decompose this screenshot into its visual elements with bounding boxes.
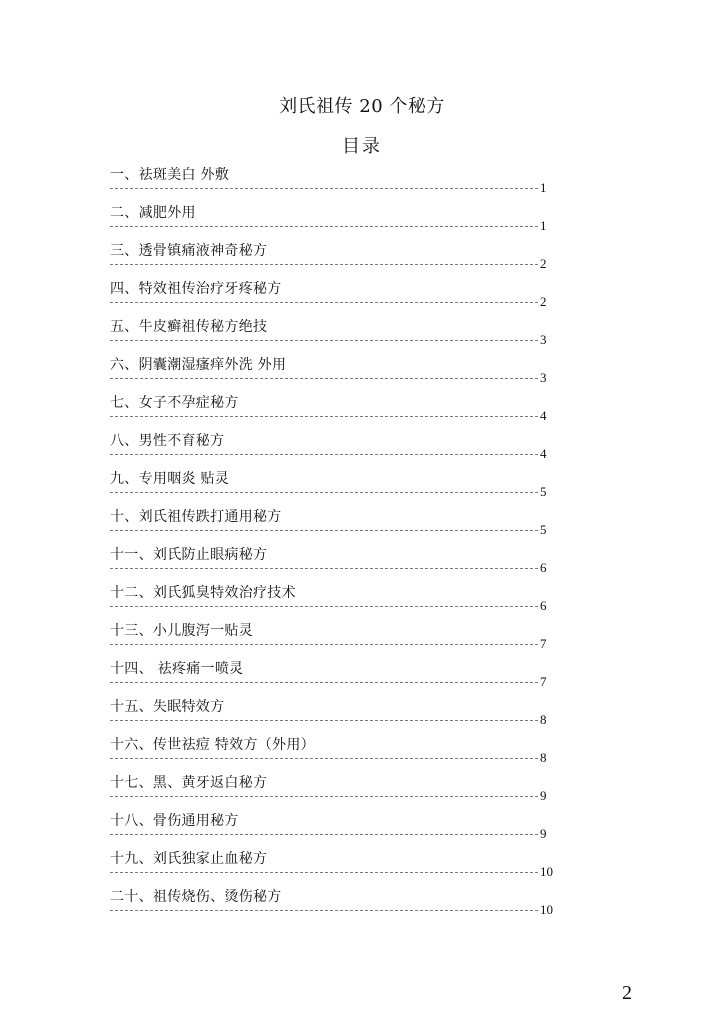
- toc-entry-12[interactable]: [110, 580, 558, 618]
- dot-leader: [110, 606, 538, 607]
- toc-entry-15[interactable]: [110, 694, 558, 732]
- toc-entry-label: 八、男性不育秘方: [110, 433, 225, 449]
- dot-leader: [110, 378, 538, 379]
- toc-entry-page: 6: [540, 560, 547, 575]
- toc-entry-10[interactable]: [110, 504, 558, 542]
- dot-leader: [110, 682, 538, 683]
- toc-entry-page: 4: [540, 446, 547, 461]
- toc-entry-4[interactable]: [110, 276, 558, 314]
- dot-leader: [110, 758, 538, 759]
- toc-entry-2[interactable]: [110, 200, 558, 238]
- toc-entry-label: 二、减肥外用: [110, 205, 196, 221]
- toc-entry-19[interactable]: [110, 846, 558, 884]
- toc-entry-page: 1: [540, 218, 547, 233]
- toc-entry-5[interactable]: [110, 314, 558, 352]
- toc-entry-page: 8: [540, 750, 547, 765]
- toc-entry-page: 10: [540, 902, 553, 917]
- toc-entry-16[interactable]: [110, 732, 558, 770]
- toc-entry-page: 5: [540, 522, 547, 537]
- toc-entry-label: 七、女子不孕症秘方: [110, 395, 239, 411]
- toc-entry-page: 9: [540, 826, 547, 841]
- table-of-contents: [110, 162, 558, 922]
- toc-entry-14[interactable]: [110, 656, 558, 694]
- toc-entry-label: 十一、刘氏防止眼病秘方: [110, 547, 268, 563]
- toc-entry-page: 7: [540, 674, 547, 689]
- toc-entry-7[interactable]: [110, 390, 558, 428]
- dot-leader: [110, 644, 538, 645]
- toc-entry-label: 三、透骨镇痛液神奇秘方: [110, 243, 268, 259]
- toc-entry-label: 十五、失眠特效方: [110, 699, 225, 715]
- dot-leader: [110, 340, 538, 341]
- dot-leader: [110, 568, 538, 569]
- toc-entry-3[interactable]: [110, 238, 558, 276]
- dot-leader: [110, 910, 538, 911]
- dot-leader: [110, 264, 538, 265]
- toc-entry-label: 四、特效祖传治疗牙疼秘方: [110, 281, 282, 297]
- toc-entry-page: 4: [540, 408, 547, 423]
- toc-entry-page: 9: [540, 788, 547, 803]
- toc-entry-page: 3: [540, 370, 547, 385]
- toc-entry-13[interactable]: [110, 618, 558, 656]
- toc-entry-page: 1: [540, 180, 547, 195]
- toc-entry-label: 十二、刘氏狐臭特效治疗技术: [110, 585, 296, 601]
- dot-leader: [110, 492, 538, 493]
- dot-leader: [110, 188, 538, 189]
- page-number: 2: [622, 982, 632, 1004]
- toc-entry-page: 2: [540, 256, 547, 271]
- toc-entry-label: 六、阴囊潮湿瘙痒外洗 外用: [110, 357, 287, 373]
- dot-leader: [110, 226, 538, 227]
- toc-entry-page: 7: [540, 636, 547, 651]
- dot-leader: [110, 416, 538, 417]
- dot-leader: [110, 302, 538, 303]
- toc-entry-label: 十四、 祛疼痛一喷灵: [110, 661, 244, 677]
- toc-entry-11[interactable]: [110, 542, 558, 580]
- toc-entry-label: 十六、传世祛痘 特效方（外用）: [110, 737, 315, 753]
- toc-entry-9[interactable]: [110, 466, 558, 504]
- document-title: 刘氏祖传 20 个秘方: [279, 96, 445, 117]
- toc-entry-label: 十、刘氏祖传跌打通用秘方: [110, 509, 282, 525]
- toc-entry-label: 五、牛皮癣祖传秘方绝技: [110, 319, 268, 335]
- toc-entry-label: 九、专用咽炎 贴灵: [110, 471, 230, 487]
- toc-entry-page: 5: [540, 484, 547, 499]
- toc-entry-page: 2: [540, 294, 547, 309]
- dot-leader: [110, 796, 538, 797]
- dot-leader: [110, 454, 538, 455]
- dot-leader: [110, 530, 538, 531]
- toc-entry-label: 十三、小儿腹泻一贴灵: [110, 623, 253, 639]
- toc-entry-page: 10: [540, 864, 553, 879]
- toc-entry-1[interactable]: [110, 162, 558, 200]
- toc-entry-20[interactable]: [110, 884, 558, 922]
- toc-entry-8[interactable]: [110, 428, 558, 466]
- toc-entry-label: 十七、黑、黄牙返白秘方: [110, 775, 268, 791]
- toc-heading: 目录: [342, 136, 382, 157]
- toc-entry-label: 一、祛斑美白 外敷: [110, 167, 230, 183]
- dot-leader: [110, 872, 538, 873]
- toc-entry-6[interactable]: [110, 352, 558, 390]
- toc-entry-18[interactable]: [110, 808, 558, 846]
- toc-entry-page: 8: [540, 712, 547, 727]
- toc-entry-page: 3: [540, 332, 547, 347]
- toc-entry-page: 6: [540, 598, 547, 613]
- dot-leader: [110, 720, 538, 721]
- toc-entry-label: 十八、骨伤通用秘方: [110, 813, 239, 829]
- toc-entry-17[interactable]: [110, 770, 558, 808]
- dot-leader: [110, 834, 538, 835]
- toc-entry-label: 二十、祖传烧伤、烫伤秘方: [110, 889, 282, 905]
- toc-entry-label: 十九、刘氏独家止血秘方: [110, 851, 268, 867]
